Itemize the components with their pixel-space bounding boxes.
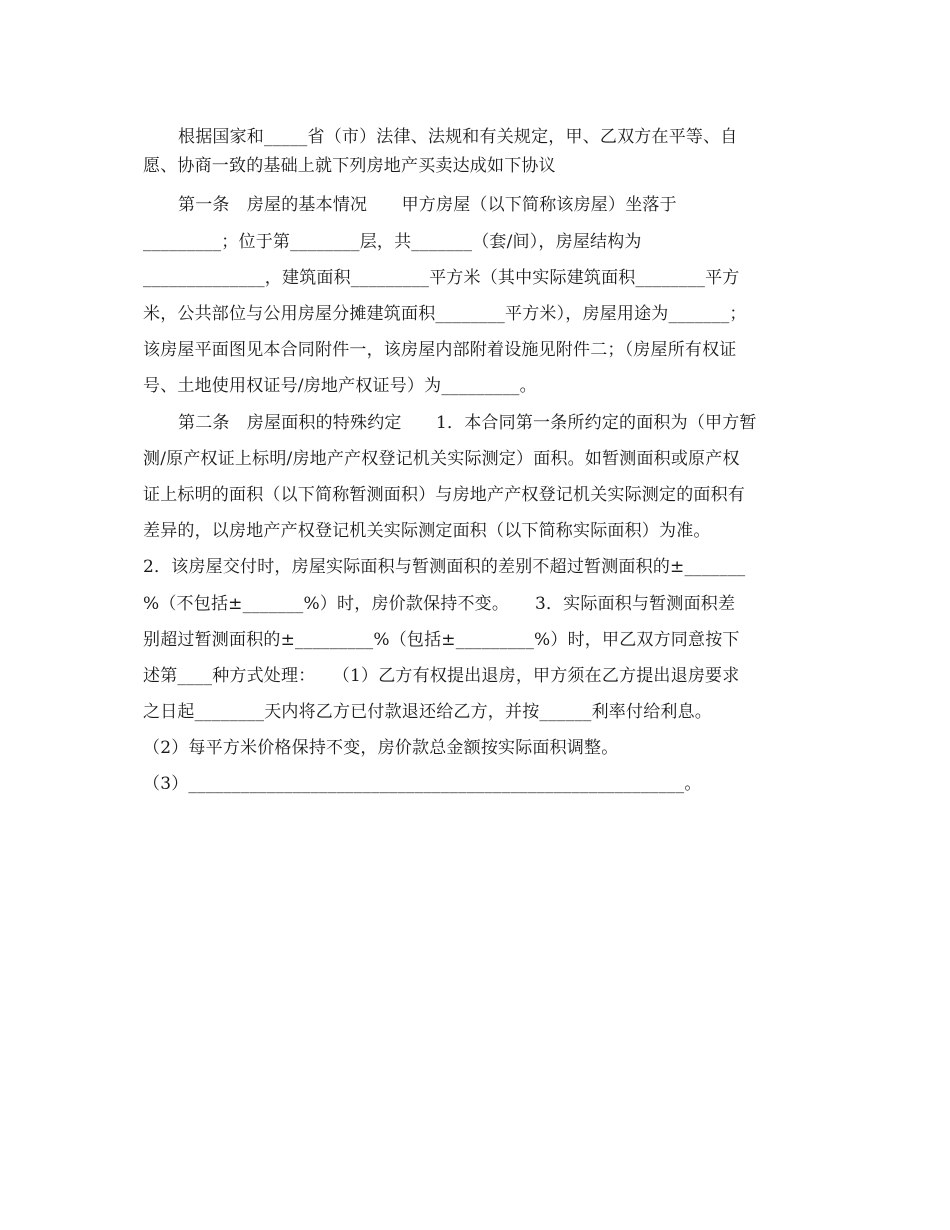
- text-line-12: 差异的，以房地产产权登记机关实际测定面积（以下简称实际面积）为准。: [143, 521, 711, 541]
- text-line-7: 该房屋平面图见本合同附件一，该房屋内部附着设施见附件二；（房屋所有权证: [143, 340, 737, 360]
- text-line-6: 米，公共部位与公用房屋分摊建筑面积________平方米），房屋用途为_______；: [143, 304, 747, 324]
- text-line-19-option-3: （3）_________________________________________________________。: [143, 774, 702, 794]
- text-line-17: 之日起________天内将乙方已付款退还给乙方，并按______利率付给利息。: [143, 702, 712, 722]
- text-line-11: 证上标明的面积（以下简称暂测面积）与房地产产权登记机关实际测定的面积有: [143, 485, 745, 505]
- text-line-3-article-1-heading: 第一条 房屋的基本情况 甲方房屋（以下简称该房屋）坐落于: [178, 195, 677, 215]
- text-line-9-article-2-heading: 第二条 房屋面积的特殊约定 1．本合同第一条所约定的面积为（甲方暂: [178, 413, 757, 433]
- text-line-18-option-2: （2）每平方米价格保持不变，房价款总金额按实际面积调整。: [143, 738, 619, 758]
- text-line-13: 2．该房屋交付时，房屋实际面积与暂测面积的差别不超过暂测面积的±_______: [143, 557, 746, 577]
- text-line-15: 别超过暂测面积的±_________%（包括±_________%）时，甲乙双方同意按下: [143, 630, 740, 650]
- text-line-1: 根据国家和_____省（市）法律、法规和有关规定，甲、乙双方在平等、自: [178, 127, 738, 147]
- text-line-16: 述第____种方式处理： （1）乙方有权提出退房，甲方须在乙方提出退房要求: [143, 666, 740, 686]
- text-line-2: 愿、协商一致的基础上就下列房地产买卖达成如下协议: [143, 156, 556, 176]
- text-line-8: 号、土地使用权证号/房地产权证号）为_________。: [143, 376, 537, 396]
- text-line-14: %（不包括±_______%）时，房价款保持不变。 3．实际面积与暂测面积差: [143, 594, 736, 614]
- text-line-5: ______________，建筑面积_________平方米（其中实际建筑面积________平方: [143, 268, 740, 288]
- text-line-4: _________；位于第________层，共_______（套/间），房屋结构为: [143, 232, 642, 252]
- text-line-10: 测/原产权证上标明/房地产产权登记机关实际测定）面积。如暂测面积或原产权: [143, 449, 740, 469]
